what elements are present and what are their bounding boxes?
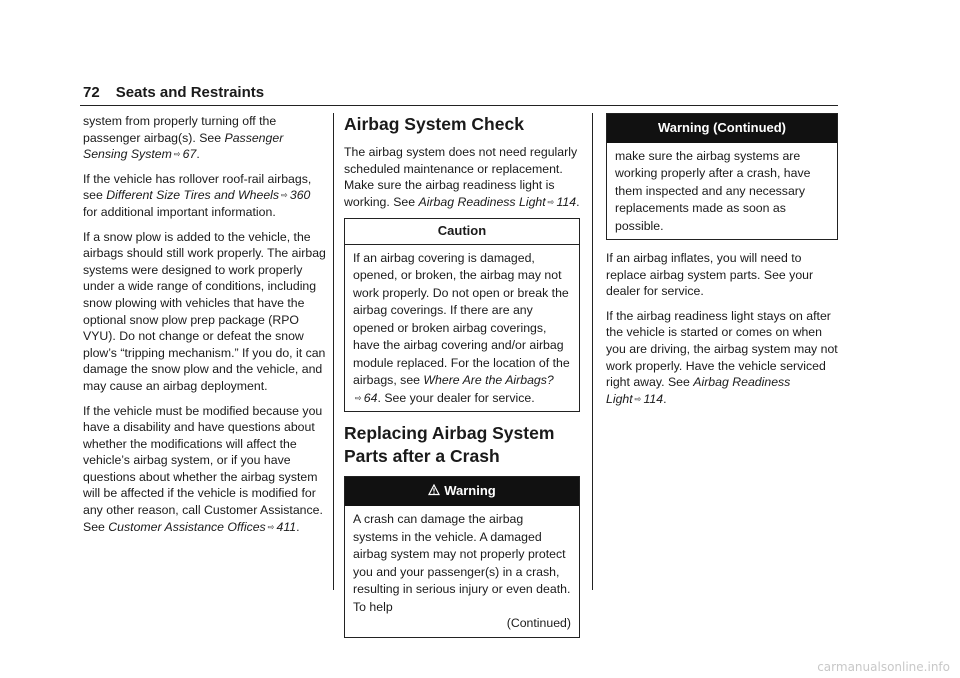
- warning-title: Warning: [345, 477, 579, 506]
- warning-triangle-icon: [428, 484, 440, 496]
- page-ref[interactable]: 114: [643, 391, 664, 406]
- header-rule: [80, 105, 838, 106]
- warning-continued-title: Warning (Continued): [607, 114, 837, 143]
- cross-reference-link[interactable]: Customer Assistance Offices: [108, 519, 266, 534]
- cross-reference-link[interactable]: Passenger Sensing System: [83, 130, 284, 162]
- warning-continued-body: make sure the airbag systems are working properly after a crash, have them inspected and any necessary replacements made as soon as possible.: [615, 148, 811, 233]
- cross-reference-link[interactable]: Where Are the Airbags?: [423, 373, 554, 388]
- cross-reference-link[interactable]: Different Size Tires and Wheels: [106, 188, 280, 203]
- page-ref[interactable]: 67: [182, 147, 197, 162]
- column-3: [606, 113, 838, 415]
- column-divider: [592, 113, 593, 590]
- cross-reference-link[interactable]: Airbag Readiness Light: [418, 194, 546, 209]
- paragraph: If the vehicle has rollover roof-rail airbags, see Different Size Tires and Wheels ⇨ 360 for additional important information.: [83, 171, 312, 219]
- paragraph: If the vehicle must be modified because you have a disability and have questions about whether the modifications will affect the vehicle’s airbag system, or if you have questions about whether the airbag system will be affected if the vehicle is modified for any other reason, call Customer Assistance. See Customer Assistance Offices ⇨ 411.: [83, 403, 323, 534]
- warning-box: [344, 476, 580, 637]
- page-number: 72: [83, 84, 100, 101]
- paragraph: If the airbag readiness light stays on after the vehicle is started or comes on when you are driving, the airbag system may not work properly. Have the vehicle serviced right away. See Airbag Readiness Light ⇨ 114.: [606, 308, 838, 406]
- paragraph: system from properly turning off the passenger airbag(s). See Passenger Sensing System ⇨ 67.: [83, 114, 284, 162]
- page-header: [83, 84, 264, 101]
- warning-body: A crash can damage the airbag systems in the vehicle. A damaged airbag system may not properly protect you and your passenger(s) in a crash, resulting in serious injury or even death. To help (Continued): [345, 506, 579, 637]
- page-ref[interactable]: 411: [276, 519, 297, 534]
- page-arrow-icon: ⇨: [547, 196, 555, 207]
- cross-reference-link[interactable]: Airbag Readiness Light: [606, 375, 791, 406]
- page-arrow-icon: ⇨: [355, 392, 362, 403]
- section-heading: Airbag System Check: [344, 114, 524, 134]
- watermark: carmanualsonline.info: [817, 660, 950, 674]
- paragraph: If a snow plow is added to the vehicle, the airbags should still work properly. The airbag systems were designed to work properly under a wide range of conditions, including snow plowing with vehicles that have the optional snow plow prep package (RPO VYU). Do not change or defeat the snow plow’s “tripping mechanism.” If you do, it can damage the snow plow and the vehicle, and may cause an airbag deployment.: [83, 229, 326, 393]
- caution-title: Caution: [345, 219, 579, 245]
- page-ref[interactable]: 64: [363, 390, 378, 405]
- page-arrow-icon: ⇨: [173, 149, 181, 160]
- page-arrow-icon: ⇨: [267, 521, 275, 532]
- paragraph: The airbag system does not need regularly scheduled maintenance or replacement. Make sure the airbag readiness light is working. See Airbag Readiness Light ⇨ 114.: [344, 145, 580, 209]
- page-arrow-icon: ⇨: [281, 190, 288, 201]
- warning-continued-box: [606, 113, 838, 240]
- caution-body: If an airbag covering is damaged, opened, or broken, the airbag may not work properly. Do not open or break the airbag coverings. If there are any opened or broken airbag coverings, have the airbag covering and/or airbag module replaced. For the location of the airbags, see Where Are the Airbags?⇨ 64. See your dealer for service.: [353, 250, 570, 405]
- caution-box: [344, 218, 580, 412]
- column-divider: [333, 113, 334, 590]
- page-arrow-icon: ⇨: [634, 393, 642, 404]
- column-2: [344, 113, 580, 648]
- column-1: [83, 113, 326, 543]
- paragraph: If an airbag inflates, you will need to replace airbag system parts. See your dealer for service.: [606, 251, 814, 299]
- section-heading: Replacing Airbag System Parts after a Crash: [344, 423, 555, 467]
- continued-label: (Continued): [506, 616, 571, 631]
- page-ref[interactable]: 114: [556, 194, 577, 209]
- page-ref[interactable]: 360: [289, 188, 311, 203]
- section-title: Seats and Restraints: [115, 84, 265, 101]
